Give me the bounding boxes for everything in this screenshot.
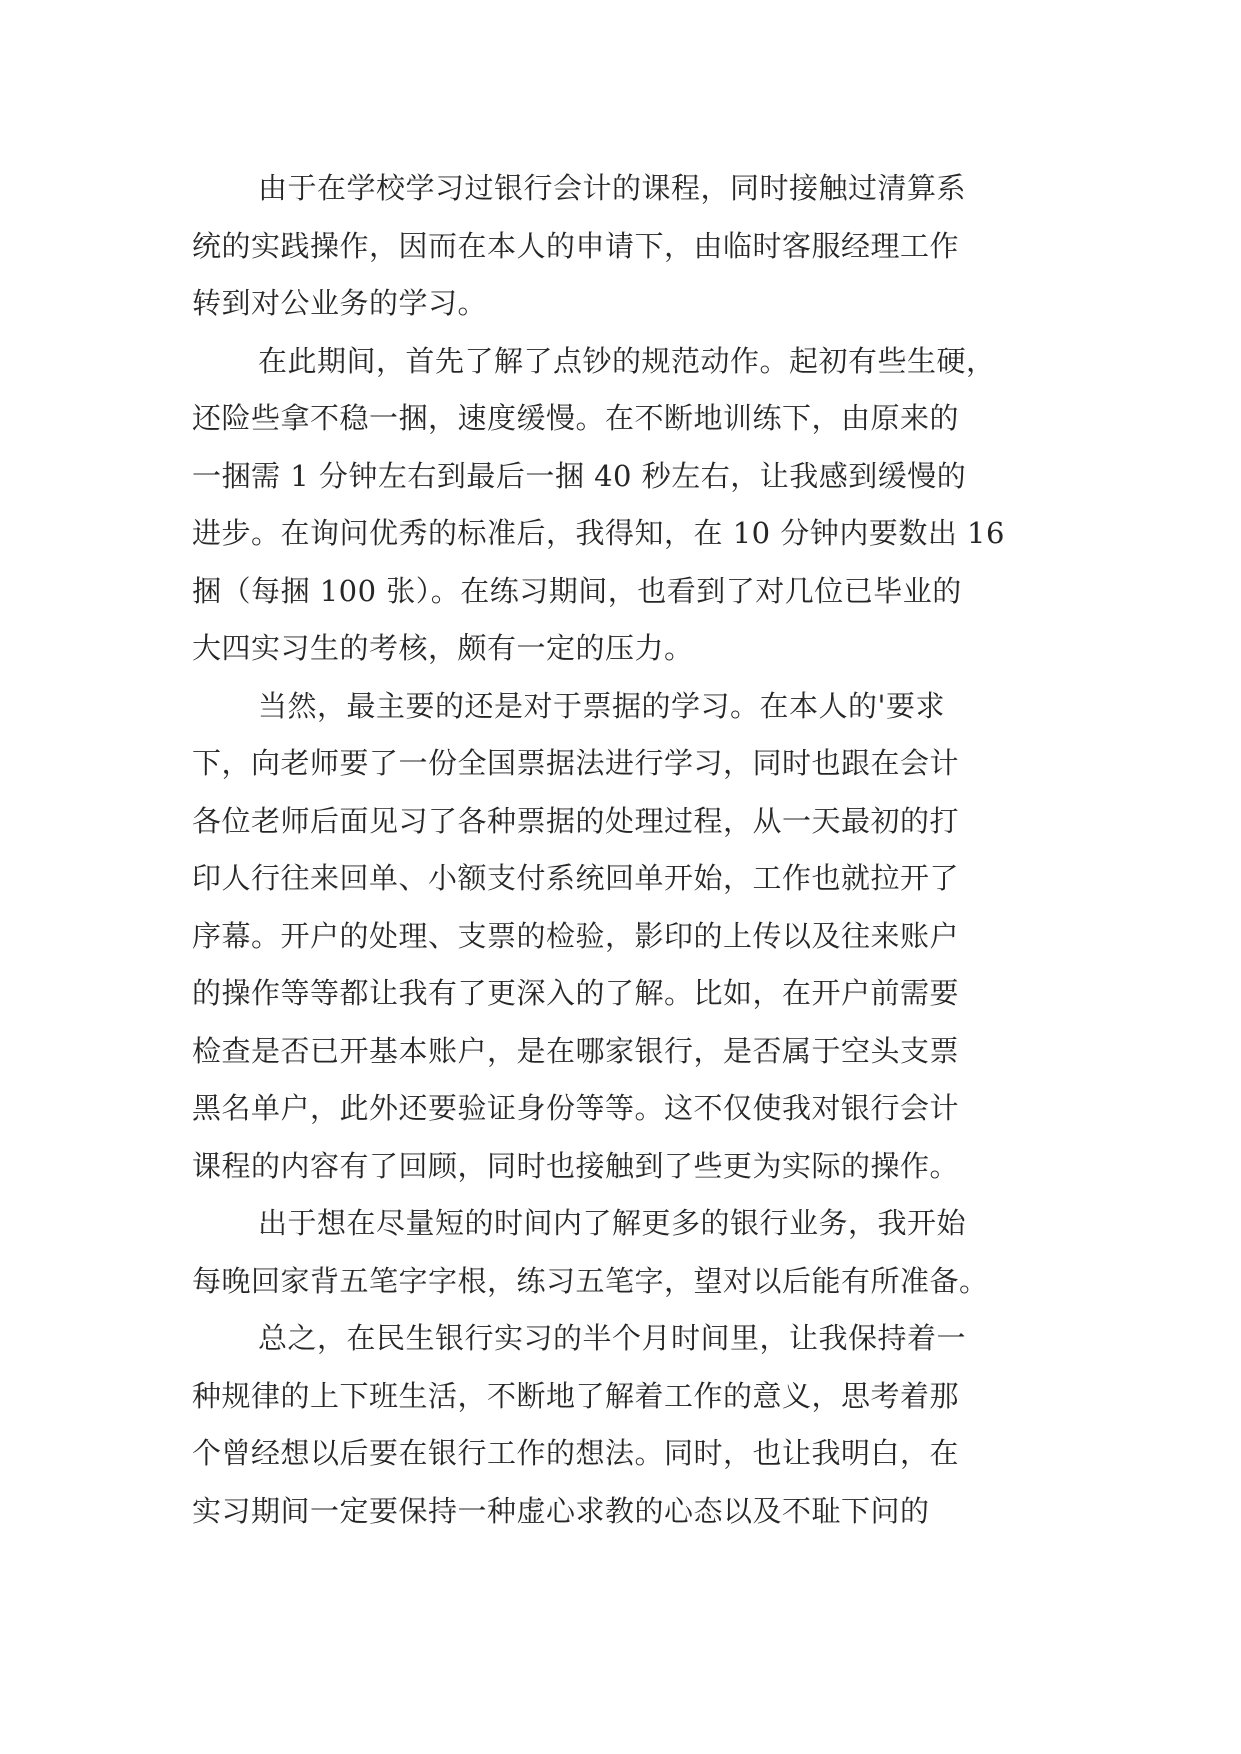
text-line: 序幕。开户的处理、支票的检验，影印的上传以及往来账户	[192, 918, 960, 953]
paragraph-first-line: 在此期间，首先了解了点钞的规范动作。起初有些生硬，	[258, 343, 996, 378]
text-line: 进步。在询问优秀的标准后，我得知，在 10 分钟内要数出 16	[192, 516, 1005, 550]
text-line: 的操作等等都让我有了更深入的了解。比如，在开户前需要	[192, 976, 960, 1010]
paragraph-first-line: 出于想在尽量短的时间内了解更多的银行业务，我开始	[258, 1206, 967, 1240]
text-line: 个曾经想以后要在银行工作的想法。同时，也让我明白，在	[192, 1436, 960, 1470]
text-line: 课程的内容有了回顾，同时也接触到了些更为实际的操作。	[192, 1148, 960, 1183]
text-line: 捆（每捆 100 张）。在练习期间，也看到了对几位已毕业的	[192, 573, 962, 608]
text-line: 各位老师后面见习了各种票据的处理过程，从一天最初的打	[192, 803, 960, 838]
text-line: 一捆需 1 分钟左右到最后一捆 40 秒左右，让我感到缓慢的	[192, 458, 967, 493]
text-line: 转到对公业务的学习。	[192, 286, 488, 320]
paragraph-first-line: 由于在学校学习过银行会计的课程，同时接触过清算系	[258, 171, 967, 205]
text-line: 还险些拿不稳一捆，速度缓慢。在不断地训练下，由原来的	[192, 401, 960, 435]
text-line: 种规律的上下班生活，不断地了解着工作的意义，思考着那	[192, 1378, 960, 1413]
text-line: 统的实践操作，因而在本人的申请下，由临时客服经理工作	[192, 228, 960, 263]
text-line: 实习期间一定要保持一种虚心求教的心态以及不耻下问的	[192, 1493, 930, 1528]
text-line: 每晚回家背五笔字字根，练习五笔字，望对以后能有所准备。	[192, 1263, 989, 1298]
text-line: 印人行往来回单、小额支付系统回单开始，工作也就拉开了	[192, 861, 960, 895]
text-line: 黑名单户，此外还要验证身份等等。这不仅使我对银行会计	[192, 1091, 960, 1125]
body-text	[192, 160, 1072, 1540]
text-line: 检查是否已开基本账户，是在哪家银行，是否属于空头支票	[192, 1033, 960, 1068]
paragraph-first-line: 总之，在民生银行实习的半个月时间里，让我保持着一	[258, 1321, 967, 1355]
paragraph-first-line: 当然，最主要的还是对于票据的学习。在本人的'要求	[258, 688, 945, 723]
text-line: 下，向老师要了一份全国票据法进行学习，同时也跟在会计	[192, 746, 960, 780]
text-line: 大四实习生的考核，颇有一定的压力。	[192, 631, 694, 665]
